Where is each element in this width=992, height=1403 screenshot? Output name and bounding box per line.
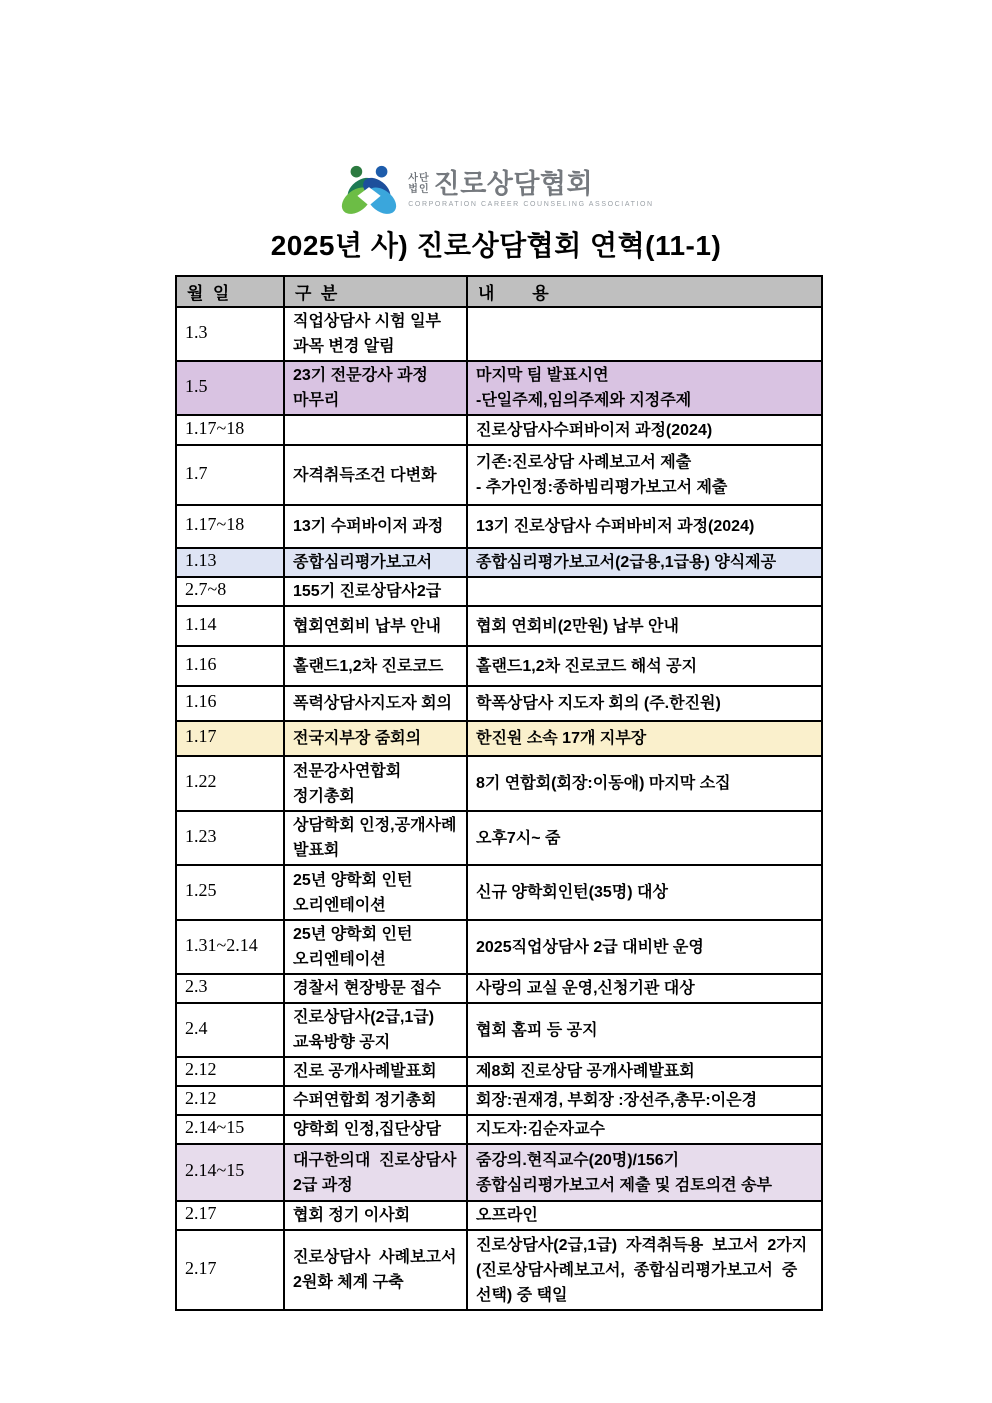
date-cell [176, 577, 284, 606]
category-cell [284, 361, 467, 415]
cell-line: 오프라인 [476, 1207, 538, 1224]
table-row [176, 974, 822, 1003]
cell-line: 1.17 [185, 726, 217, 746]
cell-line: 마지막 팀 발표시연 [476, 367, 609, 384]
cell-line: 1.17~18 [185, 417, 245, 438]
category-cell [284, 646, 467, 686]
category-cell [284, 415, 467, 445]
content-cell [467, 811, 822, 865]
table-row [176, 1115, 822, 1144]
cell-line: 8기 연합회(회장:이동애) 마지막 소집 [476, 775, 731, 792]
cell-line: 2.12 [185, 1088, 217, 1108]
content-cell [467, 1115, 822, 1144]
cell-line: 줌강의.현직교수(20명)/156기 [476, 1151, 680, 1169]
cell-line: 1.23 [185, 825, 217, 846]
table-row [176, 505, 822, 548]
cell-line: 진로상담사수퍼바이저 과정(2024) [476, 421, 713, 439]
table-header-row [176, 276, 822, 307]
content-cell [467, 686, 822, 721]
cell-line: 1.22 [185, 771, 217, 791]
category-cell [284, 920, 467, 974]
date-cell [176, 811, 284, 865]
cell-line: 2.4 [185, 1017, 208, 1038]
cell-line: 경찰서 현장방문 접수 [293, 980, 441, 997]
cell-line: 2.14~15 [185, 1117, 245, 1137]
cell-line: 진로상담사 사례보고서 [293, 1249, 457, 1266]
cell-line: 155기 진로상담사2급 [293, 583, 442, 600]
category-cell [284, 974, 467, 1003]
cell-line: 학폭상담사 지도자 회의 (주.한진원) [476, 695, 721, 712]
cell-line: 제8회 진로상담 공개사례발표회 [476, 1063, 695, 1080]
date-cell [176, 505, 284, 548]
cell-line: 협회 홈피 등 공지 [476, 1021, 598, 1039]
content-cell [467, 721, 822, 756]
cell-line: 25년 양학회 인턴 [293, 926, 413, 943]
logo-org-type-line1: 사단 [408, 173, 430, 184]
cell-line: 양학회 인정,집단상담 [293, 1121, 441, 1138]
category-cell [284, 548, 467, 577]
history-table-container [175, 275, 821, 1311]
cell-line: 2.7~8 [185, 579, 227, 599]
category-cell [284, 865, 467, 920]
cell-line: 1.17~18 [185, 514, 245, 534]
cell-line: 13기 진로상담사 수퍼바비저 과정(2024) [476, 518, 755, 535]
cell-line: 1.13 [185, 550, 217, 570]
cell-line: 2.17 [185, 1203, 217, 1223]
category-cell [284, 505, 467, 548]
cell-line: 종합심리평가보고서 제출 및 검토의견 송부 [476, 1176, 772, 1194]
content-cell [467, 865, 822, 920]
table-row [176, 1230, 822, 1310]
cell-line: 1.25 [185, 880, 217, 900]
date-cell [176, 1086, 284, 1115]
cell-line: 2.12 [185, 1059, 217, 1079]
cell-line: 1.16 [185, 691, 217, 711]
table-row [176, 811, 822, 865]
table-row [176, 307, 822, 361]
date-cell [176, 548, 284, 577]
content-cell [467, 1086, 822, 1115]
association-logo-text [408, 163, 653, 208]
table-row [176, 721, 822, 756]
content-cell [467, 415, 822, 445]
cell-line: 오리엔테이션 [293, 896, 386, 914]
cell-line: 과목 변경 알림 [293, 338, 395, 355]
date-cell [176, 1003, 284, 1057]
cell-line: 홀랜드1,2차 진로코드 [293, 657, 444, 675]
cell-line: 1.3 [185, 321, 208, 342]
category-cell [284, 1144, 467, 1201]
content-cell [467, 1230, 822, 1310]
cell-line: 2원화 체계 구축 [293, 1274, 404, 1291]
logo-org-type [408, 173, 429, 195]
cell-line: 2025직업상담사 2급 대비반 운영 [476, 938, 704, 956]
cell-line: 선택) 중 택일 [476, 1286, 568, 1304]
header-content: 내 용 [467, 276, 822, 307]
content-cell [467, 445, 822, 505]
cell-line: 25년 양학회 인턴 [293, 871, 413, 889]
cell-line: 종합심리평가보고서 [293, 554, 433, 571]
cell-line: 2급 과정 [293, 1176, 353, 1194]
cell-line: 23기 전문강사 과정 [293, 367, 428, 384]
content-cell [467, 307, 822, 361]
cell-line: 협회 연회비(2만원) 납부 안내 [476, 617, 679, 635]
content-cell [467, 505, 822, 548]
cell-line: 대구한의대 진로상담사 [293, 1151, 457, 1169]
table-row [176, 548, 822, 577]
table-row [176, 361, 822, 415]
cell-line: 오리엔테이션 [293, 951, 386, 968]
content-cell [467, 974, 822, 1003]
date-cell [176, 756, 284, 811]
logo-org-type-line2: 법인 [408, 184, 430, 195]
cell-line: 진로상담사(2급,1급) [293, 1009, 435, 1026]
cell-line: (진로상담사례보고서, 종합심리평가보고서 중 [476, 1261, 798, 1279]
cell-line: 지도자:김순자교수 [476, 1121, 605, 1138]
category-cell [284, 721, 467, 756]
cell-line: 정기총회 [293, 787, 355, 805]
cell-line: 회장:권재경, 부회장 :장선주,총무:이은경 [476, 1092, 758, 1109]
cell-line: 사랑의 교실 운영,신청기관 대상 [476, 980, 695, 997]
category-cell [284, 1003, 467, 1057]
cell-line: 한진원 소속 17개 지부장 [476, 730, 647, 747]
content-cell [467, 548, 822, 577]
cell-line: 진로 공개사례발표회 [293, 1063, 437, 1080]
date-cell [176, 1115, 284, 1144]
association-logo-icon [338, 163, 400, 221]
history-table [175, 275, 823, 1311]
logo-org-name: 진로상담협회 [433, 169, 594, 199]
date-cell [176, 920, 284, 974]
cell-line: 1.31~2.14 [185, 934, 258, 955]
cell-line: 협회 정기 이사회 [293, 1207, 411, 1224]
category-cell [284, 307, 467, 361]
cell-line: 전국지부장 줌회의 [293, 730, 422, 747]
date-cell [176, 1201, 284, 1230]
content-cell [467, 920, 822, 974]
table-row [176, 445, 822, 505]
date-cell [176, 415, 284, 445]
date-cell [176, 974, 284, 1003]
content-cell [467, 1201, 822, 1230]
cell-line: 기존:진로상담 사례보고서 제출 [476, 454, 692, 471]
cell-line: 신규 양학회인턴(35명) 대상 [476, 884, 668, 901]
cell-line: 1.14 [185, 613, 217, 634]
category-cell [284, 1115, 467, 1144]
cell-line: 오후7시~ 줌 [476, 829, 561, 847]
cell-line: 발표회 [293, 842, 340, 859]
content-cell [467, 1057, 822, 1086]
table-row [176, 920, 822, 974]
cell-line: 종합심리평가보고서(2급용,1급용) 양식제공 [476, 554, 777, 571]
content-cell [467, 1144, 822, 1201]
date-cell [176, 721, 284, 756]
category-cell [284, 1230, 467, 1310]
cell-line: 2.14~15 [185, 1160, 245, 1180]
category-cell [284, 445, 467, 505]
content-cell [467, 606, 822, 646]
cell-line: 자격취득조건 다변화 [293, 466, 437, 484]
content-cell [467, 361, 822, 415]
header-category: 구 분 [284, 276, 467, 307]
page-title: 2025년 사) 진로상담협회 연혁(11-1) [270, 230, 722, 261]
cell-line: 2.3 [185, 976, 208, 996]
cell-line: 13기 수퍼바이저 과정 [293, 518, 444, 535]
header-month-day: 월 일 [176, 276, 284, 307]
category-cell [284, 1057, 467, 1086]
cell-line: 진로상담사(2급,1급) 자격취득용 보고서 2가지 [476, 1236, 808, 1254]
category-cell [284, 606, 467, 646]
association-logo [0, 163, 992, 221]
cell-line: 전문강사연합회 [293, 762, 402, 780]
date-cell [176, 646, 284, 686]
content-cell [467, 646, 822, 686]
cell-line: 1.5 [185, 375, 208, 396]
content-cell [467, 756, 822, 811]
category-cell [284, 686, 467, 721]
category-cell [284, 1201, 467, 1230]
date-cell [176, 307, 284, 361]
table-row [176, 1144, 822, 1201]
cell-line: 마무리 [293, 392, 340, 409]
cell-line: 수퍼연합회 정기총회 [293, 1092, 437, 1109]
cell-line: 폭력상담사지도자 회의 [293, 695, 453, 712]
cell-line: 교육방향 공지 [293, 1034, 391, 1051]
cell-line: 협회연회비 납부 안내 [293, 617, 441, 635]
cell-line: 직업상담사 시험 일부 [293, 313, 441, 330]
date-cell [176, 686, 284, 721]
table-row [176, 646, 822, 686]
date-cell [176, 445, 284, 505]
logo-org-name-en: CORPORATION CAREER COUNSELING ASSOCIATION [408, 201, 654, 208]
date-cell [176, 606, 284, 646]
cell-line: 1.16 [185, 653, 217, 674]
date-cell [176, 361, 284, 415]
cell-line: -단일주제,임의주제와 지정주제 [476, 392, 692, 409]
category-cell [284, 1086, 467, 1115]
cell-line: 1.7 [185, 462, 208, 483]
history-table-body [176, 307, 822, 1310]
table-row [176, 1057, 822, 1086]
table-row [176, 606, 822, 646]
table-row [176, 1086, 822, 1115]
table-row [176, 1201, 822, 1230]
date-cell [176, 1230, 284, 1310]
cell-line: 상담학회 인정,공개사례 [293, 817, 457, 834]
category-cell [284, 577, 467, 606]
date-cell [176, 1144, 284, 1201]
cell-line: 홀랜드1,2차 진로코드 해석 공지 [476, 657, 698, 675]
table-row [176, 686, 822, 721]
category-cell [284, 811, 467, 865]
category-cell [284, 756, 467, 811]
content-cell [467, 1003, 822, 1057]
cell-line: - 추가인정:종하빔리평가보고서 제출 [476, 479, 728, 496]
content-cell [467, 577, 822, 606]
cell-line: 2.17 [185, 1257, 217, 1278]
table-row [176, 1003, 822, 1057]
table-row [176, 756, 822, 811]
table-row [176, 577, 822, 606]
date-cell [176, 865, 284, 920]
table-row [176, 865, 822, 920]
table-row [176, 415, 822, 445]
date-cell [176, 1057, 284, 1086]
